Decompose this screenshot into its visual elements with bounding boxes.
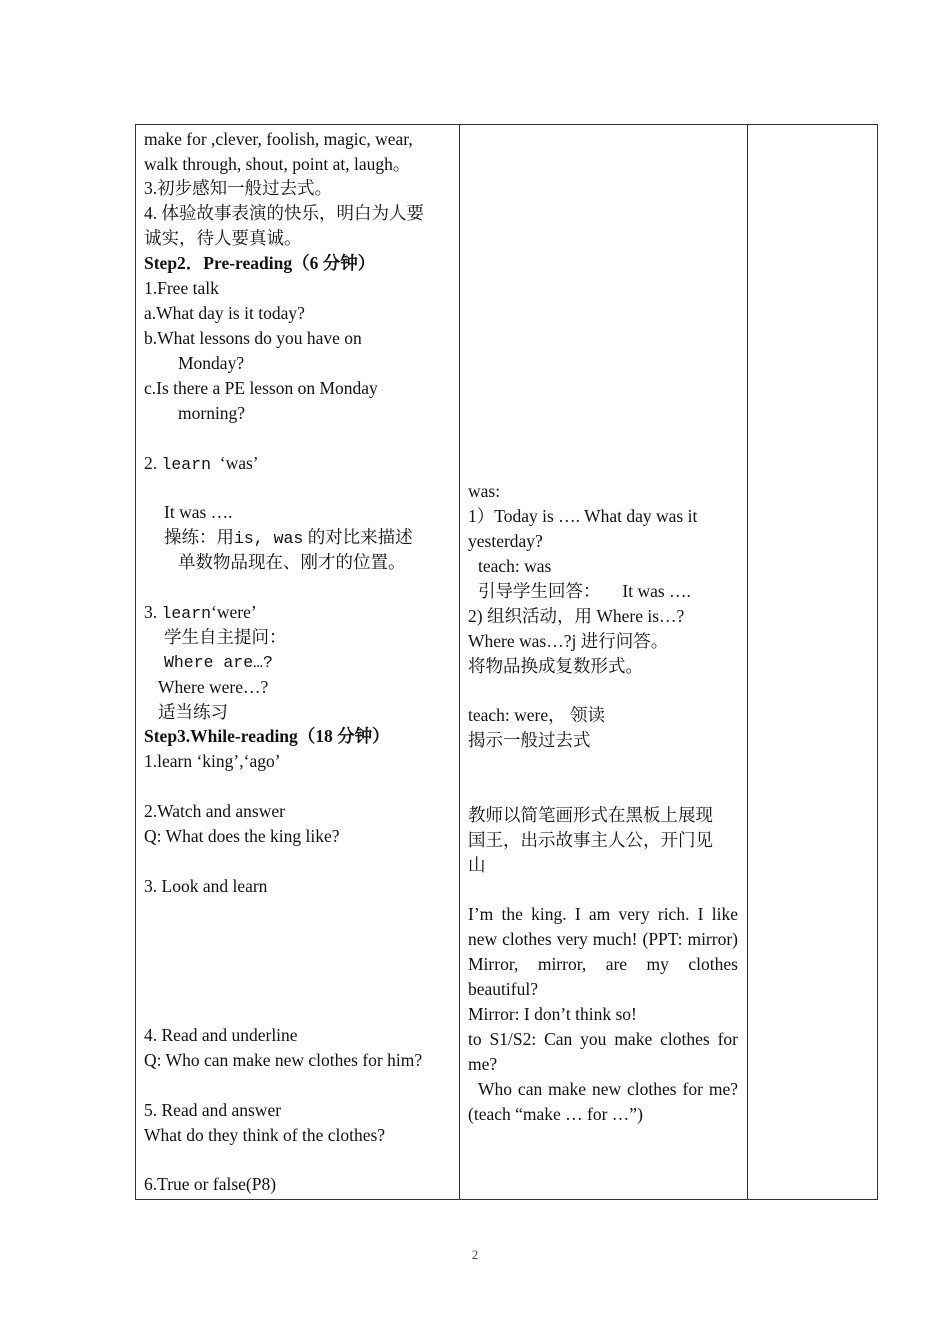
text-line: 6.True or false(P8) (144, 1174, 277, 1194)
text-line: 1.Free talk (144, 278, 219, 298)
text-line: 将物品换成复数形式。 (468, 656, 643, 676)
text-fragment: 3. (144, 602, 162, 622)
text-line: b.What lessons do you have on (144, 328, 362, 348)
text-line (144, 451, 259, 477)
text-fragment: learn (161, 604, 212, 623)
text-line: 教师以简笔画形式在黑板上展现 (468, 805, 713, 825)
dialogue-paragraph: to S1/S2: Can you make clothes for me? (468, 1029, 738, 1074)
text-line: What do they think of the clothes? (144, 1125, 386, 1145)
text-line: 4. 体验故事表演的快乐，明白为人要 (144, 203, 424, 223)
text-line: It was …. (164, 502, 233, 522)
text-line: 4. Read and underline (144, 1025, 298, 1045)
text-line: 3. Look and learn (144, 876, 268, 896)
text-line: Q: What does the king like? (144, 826, 340, 846)
text-line: 1.learn ‘king’,‘ago’ (144, 751, 281, 771)
text-line: teach: was (478, 556, 552, 576)
text-fragment: It was …. (622, 581, 691, 601)
text-line: Q: Who can make new clothes for him? (144, 1050, 423, 1070)
text-line: 适当练习 (158, 702, 228, 722)
text-line: make for ,clever, foolish, magic, wear, (144, 129, 413, 149)
steps-column (136, 125, 460, 1199)
text-line: 1）Today is …. What day was it (468, 506, 698, 526)
text-line: walk through, shout, point at, laugh。 (144, 154, 411, 174)
text-line: Mirror: I don’t think so! (468, 1004, 637, 1024)
text-line: 揭示一般过去式 (468, 730, 591, 750)
step-heading: Step2．Pre-reading（6 分钟） (144, 253, 376, 273)
text-fragment: is, was (234, 529, 304, 548)
text-line: 诚实，待人要真诚。 (144, 228, 302, 248)
text-line: Where were…? (158, 677, 269, 697)
text-line: 国王，出示故事主人公，开门见 (468, 830, 713, 850)
text-line: was: (468, 481, 501, 501)
notes-column (748, 125, 877, 1199)
text-fragment: 2. (144, 453, 162, 473)
text-line: 单数物品现在、刚才的位置。 (178, 552, 406, 572)
text-fragment: 引导学生回答： (478, 581, 601, 601)
text-line: 3.初步感知一般过去式。 (144, 178, 333, 198)
text-line: Where are…? (164, 653, 273, 672)
text-line: 2.Watch and answer (144, 801, 285, 821)
text-line: teach: were， 领读 (468, 705, 606, 725)
text-line: a.What day is it today? (144, 303, 305, 323)
text-line (144, 600, 257, 626)
text-line: 山 (468, 855, 486, 875)
dialogue-paragraph: Who can make new clothes for me? (teach “make … for …”) (468, 1079, 738, 1124)
teacher-activity-column (460, 125, 748, 1199)
text-line: 5. Read and answer (144, 1100, 282, 1120)
text-fragment: learn (161, 455, 212, 474)
text-line (478, 579, 691, 604)
text-fragment: ‘was’ (219, 453, 259, 473)
text-line: morning? (178, 403, 246, 423)
lesson-plan-table (135, 124, 878, 1200)
text-fragment: 操练：用 (164, 527, 234, 547)
text-fragment: 的对比来描述 (303, 527, 413, 547)
dialogue-paragraph: I’m the king. I am very rich. I like new clothes very much! (PPT: mirror) Mirror, mirror, are my clothes beautiful? (468, 904, 738, 999)
text-line (164, 525, 413, 551)
text-line: Where was…?j 进行问答。 (468, 631, 669, 651)
text-line: c.Is there a PE lesson on Monday (144, 378, 378, 398)
page-number: 2 (471, 1247, 479, 1262)
text-line: Monday? (178, 353, 245, 373)
text-line: 学生自主提问： (164, 627, 287, 647)
text-line: 2) 组织活动，用 Where is…? (468, 606, 685, 626)
text-fragment: ‘were’ (211, 602, 257, 622)
step-heading: Step3.While-reading（18 分钟） (144, 726, 390, 746)
text-line: yesterday? (468, 531, 543, 551)
